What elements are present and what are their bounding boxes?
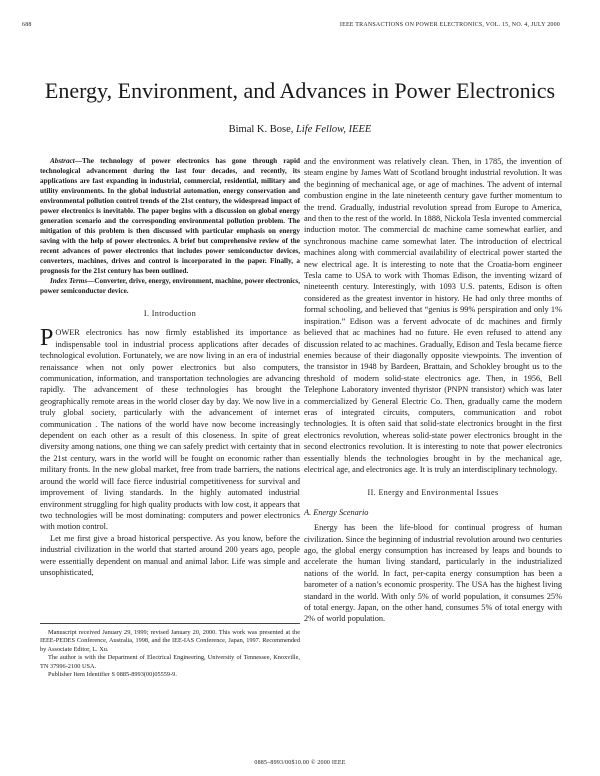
intro-paragraph-1 <box>40 327 300 532</box>
page-number: 688 <box>22 22 32 28</box>
paper-title: Energy, Environment, and Advances in Power Electronics <box>44 77 556 103</box>
index-terms <box>40 276 300 296</box>
footnotes <box>40 629 300 679</box>
drop-cap: P <box>40 325 54 352</box>
intro-paragraph-2: Let me first give a broad historical perspective. As you know, before the industrial civilization in the world that started around 200 years ago, people were essentially dependent on manual and animal labor. Life was simple and unsophisticated, <box>40 533 300 577</box>
index-terms-label: Index Terms <box>50 277 88 285</box>
energy-paragraph-1: Energy has been the life-blood for continual progress of human civilization. Since the beginning of industrial revolution around two centuries ago, the global energy consumption has increased by leaps and bounds to accelerate the human living standard, particularly in the industrialized nations of the world. In fact, per-capita energy consumption has been a barometer of a nation’s economic prosperity. The USA has the highest living standard in the world. With only 5% of world population, it consumes 25% of total energy. Japan, on the other hand, consumes 5% of total energy with 2% of world population. <box>304 523 562 624</box>
abstract-text: —The technology of power electronics has gone through rapid technological advancement during the last four decades, and recently, its applications are fast expanding in industrial, commercial, residential, military and utility environments. In the global industrial automation, energy conservation and environmental pollution control trends of the 21st century, the widespread impact of power electronics is inevitable. The paper begins with a discussion on global energy generation scenario and the corresponding environmental pollution problem. The mitigation of this problem is then discussed with particular emphasis on energy saving with the help of power electronics. A brief but comprehensive review of the recent advances of power electronics that includes power semiconductor devices, converters, machines, drives and control is incorporated in the paper. Finally, a prognosis for the 21st century has been outlined. <box>40 157 300 275</box>
index-terms-text: —Converter, drive, energy, environment, machine, power electronics, power semiconductor device. <box>40 277 300 295</box>
section-heading-introduction: I. Introduction <box>143 309 197 318</box>
footnote-author: The author is with the Department of Electrical Engineering, University of Tennessee, Knoxville, TN 37996-2100 USA. <box>40 654 300 670</box>
footnote-identifier: Publisher Item Identifier S 0885-8993(00)05559-9. <box>48 671 177 679</box>
copyright-footer: 0885–8993/00$10.00 © 2000 IEEE <box>254 760 346 766</box>
running-head: IEEE TRANSACTIONS ON POWER ELECTRONICS, VOL. 15, NO. 4, JULY 2000 <box>339 22 560 28</box>
footnote-manuscript: Manuscript received January 29, 1999; revised January 20, 2000. This work was presented at the IEEE-PEDES Conference, Australia, 1998, and the IEE-IAS Conference, Japan, 1997. Recommended by Associate Editor, L. Xu. <box>40 629 300 653</box>
abstract-label: Abstract <box>50 157 75 165</box>
subsection-heading-energy-scenario: A. Energy Scenario <box>304 507 369 517</box>
intro-paragraph-1-text: OWER electronics has now firmly established its importance as indispensable tool in industrial process applications after decades of technological evolution. Fortunately, we are now living in an era of industrial renaissance when not only power electronics but also computers, communication, information, and transportation technologies are advancing rapidly. The advancement of these technologies has brought the geographically remote areas in the world closer day by day. We now live in a truly global society, particularly with the advancement of internet communication . The nations of the world have now become increasingly dependent on each other as a result of this closeness. In spite of great diversity among nations, one thing we can safely predict with certainty that in the 21st century, wars in the world will be fought on economic rather than military fronts. In the new global market, free from trade barriers, the nations around the world will face fierce industrial competitiveness for survival and improvement of living standards. In the highly automated industrial environment struggling for high quality products with low cost, it appears that two technologies will be most dominating: computers and power electronics with motion control. <box>40 328 300 532</box>
byline <box>40 124 560 135</box>
author-name: Bimal K. Bose, <box>228 124 294 135</box>
section-heading-energy: II. Energy and Environmental Issues <box>367 488 499 498</box>
author-affiliation: Life Fellow, IEEE <box>296 124 372 135</box>
intro-paragraph-2-continued: and the environment was relatively clean. Then, in 1785, the invention of steam engine by James Watt of Scotland brought industrial revolution. It was the beginning of mechanical age, or age of machines. The advent of internal combustion engine in the late nineteenth century gave further momentum to the trend. Gradually, industrial revolution spread from Europe to America, and then to the rest of the world. In 1888, Nickola Tesla invented commercial induction motor. The commercial dc machine came somewhat earlier, and synchronous machine came somewhat later. The introduction of electrical machines along with commercial availability of electrical power started the new electrical age. It is interesting to note that the Croatia-born engineer Tesla came to USA to work with Thomas Edison, the inventing wizard of nineteenth century. Interestingly, with 1093 U.S. patents, Edison is often considered as the greatest inventor in history. He had only three months of formal schooling, and believed that “genius is 99% perspiration and only 1% inspiration.” Edison was a fervent advocate of dc machines and firmly believed that ac machines had no future. He even refused to attend any discussion related to ac machines. Gradually, Edison and Tesla became fierce enemies because of their diagonally opposite viewpoints. The invention of the transistor in 1948 by Bardeen, Brattain, and Schokley brought us to the threshold of modern solid-state electronics age. Then, in 1956, Bell Telephone Laboratory invented thyristor (PNPN transistor) which was later commercialized by General Electric Co. Then, gradually came the modern eras of integrated circuits, computers, communication and robot technologies. It is often said that solid-state electronics brought in the first electronics revolution, whereas solid-state power electronics brought in the second electronics revolution. It is interesting to note that power electronics essentially blends the technologies brought in by the mechanical age, electrical age, and electronics age. It is truly an interdisciplinary technology. <box>304 157 562 474</box>
left-column <box>40 156 300 578</box>
footnote-divider <box>40 623 300 624</box>
right-column <box>304 156 562 625</box>
abstract <box>40 156 300 276</box>
